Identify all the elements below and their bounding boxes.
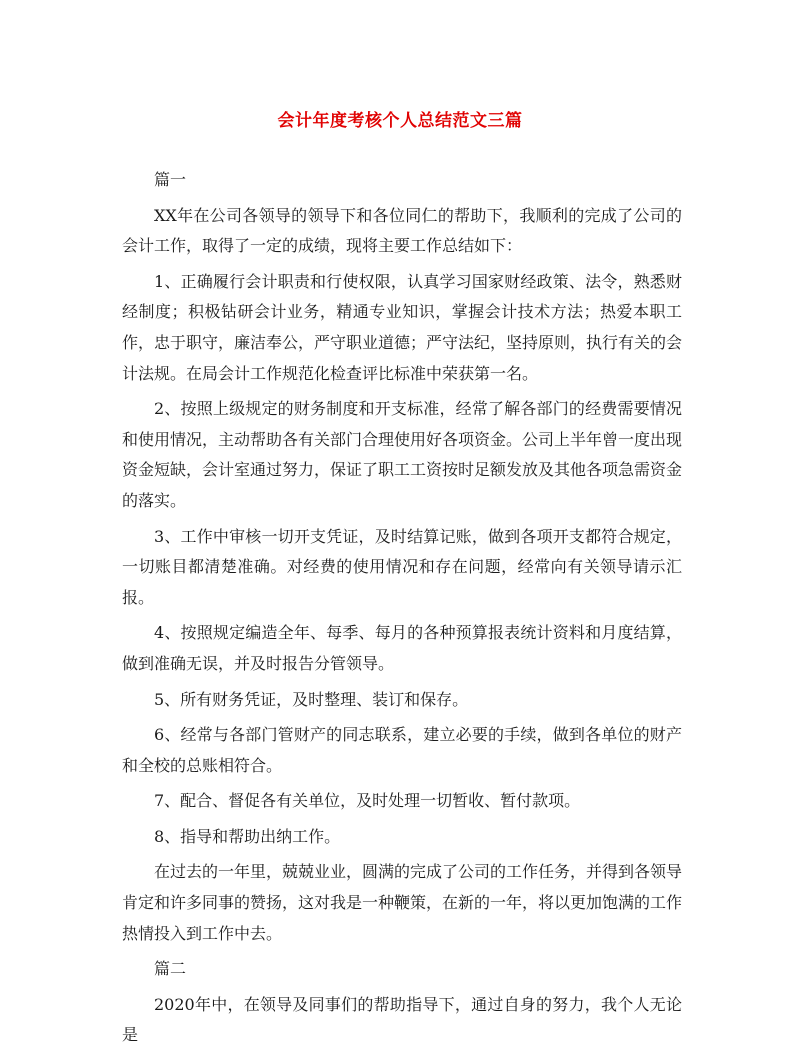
list-item: 5、所有财务凭证，及时整理、装订和保存。 (154, 689, 469, 709)
paragraph: 在过去的一年里，兢兢业业，圆满的完成了公司的工作任务，并得到各领导肯定和许多同事的赞扬，这对我是一种鞭策，在新的一年，将以更加饱满的工作热情投入到工作中去。 (122, 862, 683, 943)
list-item: 2、按照上级规定的财务制度和开支标准，经常了解各部门的经费需要情况和使用情况，主动帮助各有关部门合理使用好各项资金。公司上半年曾一度出现资金短缺，会计室通过努力，保证了职工工资按时足额发放及其他各项急需资金的落实。 (122, 399, 683, 510)
list-item: 3、工作中审核一切开支凭证，及时结算记账，做到各项开支都符合规定，一切账目都清楚准确。对经费的使用情况和存在问题，经常向有关领导请示汇报。 (122, 526, 682, 607)
list-item: 6、经常与各部门管财产的同志联系，建立必要的手续，做到各单位的财产和全校的总账相符合。 (122, 725, 682, 775)
section-heading: 篇一 (154, 170, 187, 189)
list-item: 7、配合、督促各有关单位，及时处理一切暂收、暂付款项。 (154, 791, 581, 811)
paragraph: 2020年中，在领导及同事们的帮助指导下，通过自身的努力，我个人无论是 (122, 994, 682, 1045)
list-item: 8、指导和帮助出纳工作。 (154, 826, 341, 846)
paragraph: XX年在公司各领导的领导下和各位同仁的帮助下，我顺利的完成了公司的会计工作，取得了一定的成绩，现将主要工作总结如下： (122, 205, 682, 256)
document-body (122, 165, 682, 1056)
list-item: 1、正确履行会计职责和行使权限，认真学习国家财经政策、法令，熟悉财经制度；积极钻研会计业务，精通专业知识，掌握会计技术方法；热爱本职工作，忠于职守，廉洁奉公，严守职业道德；严守法纪，坚持原则，执行有关的会计法规。在局会计工作规范化检查评比标准中荣获第一名。 (122, 271, 683, 383)
section-heading: 篇二 (154, 959, 187, 979)
document-title: 会计年度考核个人总结范文三篇 (277, 111, 523, 131)
list-item: 4、按照规定编造全年、每季、每月的各种预算报表统计资料和月度结算，做到准确无误，并及时报告分管领导。 (122, 623, 682, 673)
